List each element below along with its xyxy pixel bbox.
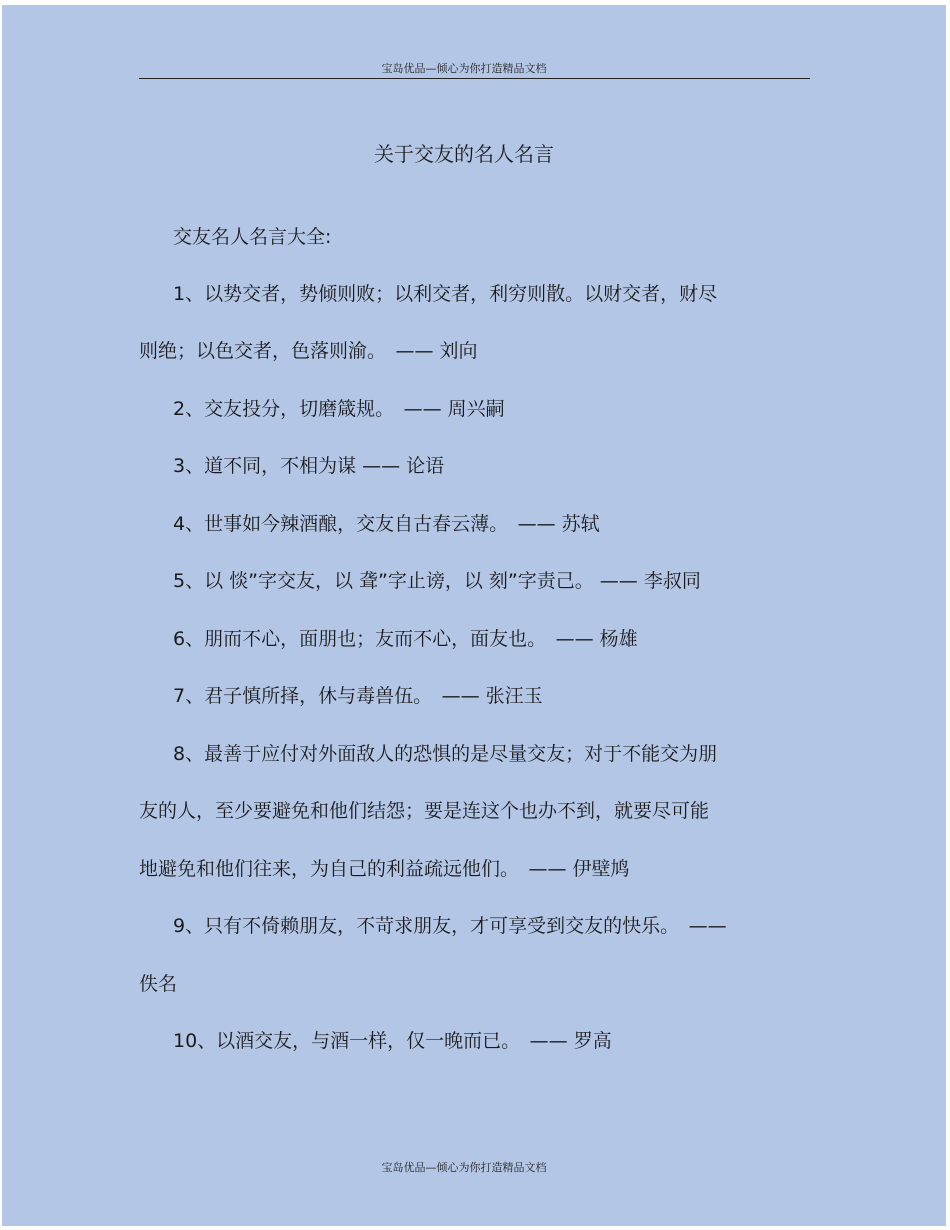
quote-line: 9、只有不倚赖朋友，不苛求朋友，才可享受到交友的快乐。 —— (173, 915, 727, 937)
quote-line: 地避免和他们往来，为自己的利益疏远他们。 —— 伊壁鸠 (139, 858, 630, 880)
document-title: 关于交友的名人名言 (374, 142, 554, 166)
quote-line: 6、朋而不心，面朋也；友而不心，面友也。 —— 杨雄 (173, 628, 638, 650)
quote-line: 5、以 惔”字交友，以 聋”字止谤，以 刻”字责己。 —— 李叔同 (173, 570, 701, 592)
quote-line: 3、道不同，不相为谋 —— 论语 (173, 455, 445, 477)
quote-line: 1、以势交者，势倾则败；以利交者，利穷则散。以财交者，财尽 (173, 283, 718, 305)
quote-line: 8、最善于应付对外面敌人的恐惧的是尽量交友；对于不能交为朋 (173, 743, 718, 765)
quote-line: 2、交友投分，切磨箴规。 —— 周兴嗣 (173, 398, 505, 420)
page-header: 宝岛优品—倾心为你打造精品文档 (381, 62, 547, 75)
document-page (2, 5, 946, 1226)
header-divider (139, 78, 810, 79)
quote-line: 友的人，至少要避免和他们结怨；要是连这个也办不到，就要尽可能 (139, 800, 710, 822)
intro-line: 交友名人名言大全: (173, 226, 332, 248)
page-footer: 宝岛优品—倾心为你打造精品文档 (381, 1161, 547, 1174)
quote-line: 则绝；以色交者，色落则渝。 —— 刘向 (139, 340, 478, 362)
quote-line: 4、世事如今辣酒酿，交友自古春云薄。 —— 苏轼 (173, 513, 600, 535)
quote-line: 佚名 (139, 973, 178, 995)
quote-line: 10、以酒交友，与酒一样，仅一晚而已。 —— 罗高 (173, 1030, 612, 1052)
quote-line: 7、君子慎所择，休与毒兽伍。 —— 张汪玉 (173, 685, 543, 707)
